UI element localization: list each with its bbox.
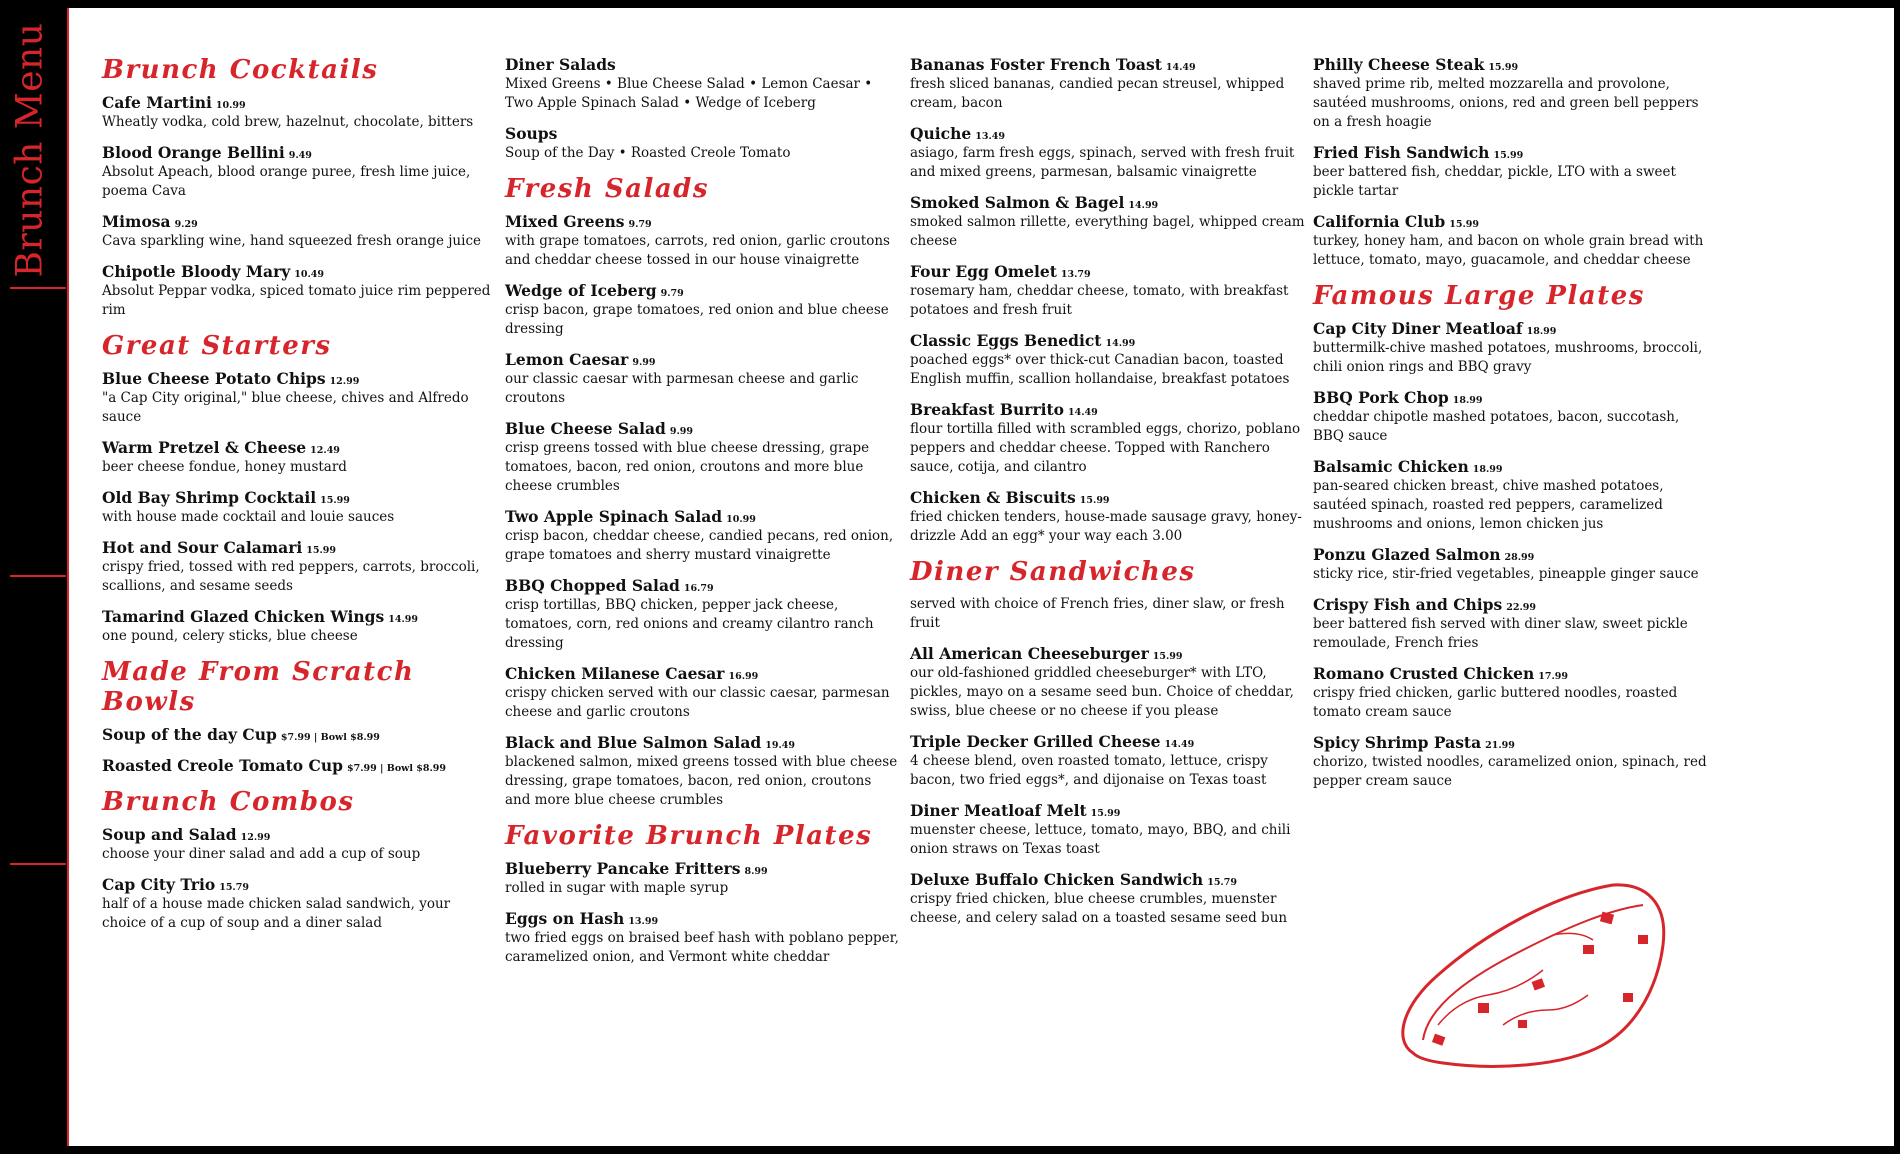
- menu-item-spicy-shrimp-pasta: [1313, 733, 1708, 791]
- menu-item-soup-and-salad: [102, 825, 497, 864]
- sidebar: [0, 0, 66, 1154]
- item-price: $7.99 | Bowl $8.99: [280, 732, 380, 743]
- menu-item-heading: [102, 825, 497, 845]
- item-name: Chicken & Biscuits: [910, 488, 1076, 507]
- menu-item-wedge-of-iceberg: [505, 281, 900, 339]
- item-name: Mixed Greens: [505, 212, 625, 231]
- menu-item-heading: [102, 725, 497, 745]
- menu-item-heading: [505, 909, 900, 929]
- menu-item-smoked-salmon-and-bagel: [910, 193, 1305, 251]
- item-price: 13.99: [628, 916, 659, 927]
- menu-item-heading: [102, 438, 497, 458]
- item-description: crisp tortillas, BBQ chicken, pepper jack cheese, tomatoes, corn, red onions and creamy cilantro ranch dressing: [505, 597, 874, 651]
- section-heading-fresh-salads: Fresh Salads: [505, 174, 709, 204]
- menu-item-heading: [102, 93, 497, 113]
- item-description: beer battered fish served with diner slaw, sweet pickle remoulade, French fries: [1313, 616, 1688, 651]
- menu-item-heading: [102, 875, 497, 895]
- section-heading-brunch-combos: Brunch Combos: [102, 787, 355, 817]
- item-name: Quiche: [910, 124, 972, 143]
- item-description: with grape tomatoes, carrots, red onion, garlic croutons and cheddar cheese tossed in our house vinaigrette: [505, 233, 890, 268]
- item-description: flour tortilla filled with scrambled eggs, chorizo, poblano peppers and cheddar cheese. Topped with Ranchero sauce, cotija, and cilantro: [910, 421, 1301, 475]
- item-description: beer battered fish, cheddar, pickle, LTO with a sweet pickle tartar: [1313, 164, 1676, 199]
- item-description: poached eggs* over thick-cut Canadian bacon, toasted English muffin, scallion hollandaise, breakfast potatoes: [910, 352, 1290, 387]
- item-description: Absolut Apeach, blood orange puree, fresh lime juice, poema Cava: [102, 164, 471, 199]
- menu-item-chicken-and-biscuits: [910, 488, 1305, 546]
- item-name: Chipotle Bloody Mary: [102, 262, 291, 281]
- item-price: 14.49: [1164, 739, 1195, 750]
- menu-item-heading: [102, 607, 497, 627]
- menu-item-diner-salads: [505, 55, 900, 113]
- menu-item-heading: [505, 859, 900, 879]
- menu-item-heading: [102, 212, 497, 232]
- item-price: 28.99: [1504, 552, 1535, 563]
- menu-item-heading: [505, 55, 900, 75]
- menu-item-bbq-pork-chop: [1313, 388, 1708, 446]
- item-description: 4 cheese blend, oven roasted tomato, lettuce, crispy bacon, two fried eggs*, and dijonaise on Texas toast: [910, 753, 1268, 788]
- menu-item-all-american-cheeseburger: [910, 644, 1305, 721]
- item-name: Blue Cheese Salad: [505, 419, 666, 438]
- item-price: 14.99: [388, 614, 418, 625]
- item-description: turkey, honey ham, and bacon on whole grain bread with lettuce, tomato, mayo, guacamole, and cheddar cheese: [1313, 233, 1704, 268]
- menu-item-california-club: [1313, 212, 1708, 270]
- item-description: Cava sparkling wine, hand squeezed fresh orange juice: [102, 233, 481, 249]
- item-name: Breakfast Burrito: [910, 400, 1064, 419]
- item-price: 15.99: [1493, 150, 1524, 161]
- item-description: muenster cheese, lettuce, tomato, mayo, BBQ, and chili onion straws on Texas toast: [910, 822, 1291, 857]
- menu-item-bananas-foster-french-toast: [910, 55, 1305, 113]
- item-description: sticky rice, stir-fried vegetables, pineapple ginger sauce: [1313, 566, 1699, 582]
- menu-item-tamarind-glazed-chicken-wings: [102, 607, 497, 646]
- menu-item-heading: [910, 870, 1305, 890]
- sidebar-divider: [10, 863, 66, 865]
- item-price: 12.99: [240, 832, 271, 843]
- menu-item-heading: [102, 538, 497, 558]
- item-name: Bananas Foster French Toast: [910, 55, 1162, 74]
- item-name: Cap City Diner Meatloaf: [1313, 319, 1523, 338]
- item-name: Crispy Fish and Chips: [1313, 595, 1503, 614]
- menu-column-1: [102, 55, 497, 944]
- item-name: Soup and Salad: [102, 825, 237, 844]
- item-price: 17.99: [1538, 671, 1568, 682]
- item-price: 15.99: [1090, 808, 1121, 819]
- item-price: 15.99: [320, 495, 350, 506]
- item-description: Mixed Greens • Blue Cheese Salad • Lemon Caesar • Two Apple Spinach Salad • Wedge of Iceberg: [505, 76, 873, 111]
- menu-item-diner-meatloaf-melt: [910, 801, 1305, 859]
- menu-item-heading: [505, 350, 900, 370]
- item-price: 15.99: [1152, 651, 1183, 662]
- menu-item-heading: [1313, 212, 1708, 232]
- item-description: asiago, farm fresh eggs, spinach, served with fresh fruit and mixed greens, parmesan, balsamic vinaigrette: [910, 145, 1295, 180]
- item-description: fresh sliced bananas, candied pecan streusel, whipped cream, bacon: [910, 76, 1285, 111]
- item-description: pan-seared chicken breast, chive mashed potatoes, sautéed spinach, roasted red peppers, caramelized mushrooms and onions, lemon chicken jus: [1313, 478, 1664, 532]
- menu-item-heading: [910, 732, 1305, 752]
- item-name: California Club: [1313, 212, 1446, 231]
- item-price: 9.29: [174, 219, 198, 230]
- menu-item-chipotle-bloody-mary: [102, 262, 497, 320]
- item-name: Triple Decker Grilled Cheese: [910, 732, 1161, 751]
- menu-item-cap-city-trio: [102, 875, 497, 933]
- menu-item-heading: [505, 419, 900, 439]
- menu-item-black-and-blue-salmon-salad: [505, 733, 900, 810]
- item-price: 18.99: [1472, 464, 1503, 475]
- item-price: 13.79: [1060, 269, 1091, 280]
- menu-item-heading: [1313, 664, 1708, 684]
- item-name: Smoked Salmon & Bagel: [910, 193, 1125, 212]
- menu-item-heading: [910, 801, 1305, 821]
- item-description: smoked salmon rillette, everything bagel, whipped cream cheese: [910, 214, 1305, 249]
- menu-item-heading: [1313, 388, 1708, 408]
- menu-item-heading: [505, 212, 900, 232]
- menu-item-two-apple-spinach-salad: [505, 507, 900, 565]
- menu-item-heading: [102, 262, 497, 282]
- item-price: 15.99: [1449, 219, 1480, 230]
- item-price: 22.99: [1506, 602, 1536, 613]
- menu-item-old-bay-shrimp-cocktail: [102, 488, 497, 527]
- menu-item-heading: [505, 664, 900, 684]
- section-heading-made-from-scratch-bowls: Made From Scratch Bowls: [102, 657, 415, 717]
- menu-item-heading: [102, 488, 497, 508]
- section-heading-diner-sandwiches: Diner Sandwiches: [910, 557, 1196, 587]
- item-name: BBQ Pork Chop: [1313, 388, 1449, 407]
- item-description: Soup of the Day • Roasted Creole Tomato: [505, 145, 791, 161]
- item-name: Warm Pretzel & Cheese: [102, 438, 307, 457]
- menu-item-heading: [910, 55, 1305, 75]
- menu-item-romano-crusted-chicken: [1313, 664, 1708, 722]
- item-name: Philly Cheese Steak: [1313, 55, 1485, 74]
- item-price: 15.99: [306, 545, 337, 556]
- item-description: "a Cap City original," blue cheese, chives and Alfredo sauce: [102, 390, 469, 425]
- sidebar-title: Brunch Menu: [9, 22, 51, 278]
- item-name: Blue Cheese Potato Chips: [102, 369, 326, 388]
- sidebar-divider: [10, 287, 66, 289]
- item-description: crispy chicken served with our classic caesar, parmesan cheese and garlic croutons: [505, 685, 890, 720]
- item-price: 15.99: [1488, 62, 1519, 73]
- menu-item-blue-cheese-salad: [505, 419, 900, 496]
- menu-item-heading: [1313, 595, 1708, 615]
- item-name: Mimosa: [102, 212, 171, 231]
- item-price: 18.99: [1526, 326, 1557, 337]
- menu-item-mimosa: [102, 212, 497, 251]
- menu-item-heading: [505, 281, 900, 301]
- item-description: half of a house made chicken salad sandwich, your choice of a cup of soup and a diner salad: [102, 896, 451, 931]
- item-name: Deluxe Buffalo Chicken Sandwich: [910, 870, 1204, 889]
- item-price: 12.49: [310, 445, 340, 456]
- item-description: crisp bacon, cheddar cheese, candied pecans, red onion, grape tomatoes and sherry mustard vinaigrette: [505, 528, 894, 563]
- section-heading-famous-large-plates: Famous Large Plates: [1313, 281, 1645, 311]
- menu-item-blue-cheese-potato-chips: [102, 369, 497, 427]
- menu-item-heading: [102, 143, 497, 163]
- item-name: Classic Eggs Benedict: [910, 331, 1102, 350]
- item-name: Chicken Milanese Caesar: [505, 664, 725, 683]
- item-description: beer cheese fondue, honey mustard: [102, 459, 347, 475]
- menu-item-blueberry-pancake-fritters: [505, 859, 900, 898]
- item-name: Cap City Trio: [102, 875, 216, 894]
- section-heading-brunch-cocktails: Brunch Cocktails: [102, 55, 379, 85]
- menu-item-note: [910, 595, 1305, 633]
- item-price: 15.79: [219, 882, 249, 893]
- item-description: buttermilk-chive mashed potatoes, mushrooms, broccoli, chili onion rings and BBQ gravy: [1313, 340, 1703, 375]
- item-price: 14.99: [1105, 338, 1136, 349]
- item-name: Two Apple Spinach Salad: [505, 507, 723, 526]
- menu-item-philly-cheese-steak: [1313, 55, 1708, 132]
- sidebar-divider: [10, 575, 66, 577]
- menu-item-heading: [1313, 319, 1708, 339]
- item-price: 19.49: [765, 740, 795, 751]
- menu-column-3: [910, 55, 1305, 939]
- menu-item-crispy-fish-and-chips: [1313, 595, 1708, 653]
- item-name: Roasted Creole Tomato Cup: [102, 756, 343, 775]
- menu-item-blood-orange-bellini: [102, 143, 497, 201]
- item-name: Ponzu Glazed Salmon: [1313, 545, 1501, 564]
- item-price: 13.49: [975, 131, 1005, 142]
- menu-item-heading: [1313, 733, 1708, 753]
- menu-item-heading: [910, 644, 1305, 664]
- item-description: with house made cocktail and louie sauces: [102, 509, 395, 525]
- menu-item-heading: [102, 756, 497, 776]
- item-name: Eggs on Hash: [505, 909, 625, 928]
- item-name: Fried Fish Sandwich: [1313, 143, 1490, 162]
- item-price: 15.79: [1207, 877, 1237, 888]
- item-name: Spicy Shrimp Pasta: [1313, 733, 1482, 752]
- item-price: 21.99: [1485, 740, 1515, 751]
- menu-item-heading: [505, 507, 900, 527]
- menu-item-balsamic-chicken: [1313, 457, 1708, 534]
- item-price: 12.99: [329, 376, 360, 387]
- item-description: crisp greens tossed with blue cheese dressing, grape tomatoes, bacon, red onion, croutons and more blue cheese crumbles: [505, 440, 870, 494]
- menu-item-heading: [910, 400, 1305, 420]
- item-name: Balsamic Chicken: [1313, 457, 1469, 476]
- pizza-slice-icon: [1383, 875, 1673, 1075]
- menu-item-heading: [910, 124, 1305, 144]
- menu-item-heading: [910, 488, 1305, 508]
- menu-item-cap-city-diner-meatloaf: [1313, 319, 1708, 377]
- section-heading-great-starters: Great Starters: [102, 331, 332, 361]
- menu-item-quiche: [910, 124, 1305, 182]
- menu-item-heading: [910, 193, 1305, 213]
- menu-item-heading: [1313, 55, 1708, 75]
- item-price: 10.99: [215, 100, 246, 111]
- item-description: our classic caesar with parmesan cheese and garlic croutons: [505, 371, 859, 406]
- menu-item-heading: [102, 369, 497, 389]
- menu-item-roasted-creole-tomato-cup: [102, 756, 497, 776]
- item-name: Cafe Martini: [102, 93, 212, 112]
- item-description: rosemary ham, cheddar cheese, tomato, with breakfast potatoes and fresh fruit: [910, 283, 1289, 318]
- item-name: Hot and Sour Calamari: [102, 538, 303, 557]
- item-description: Absolut Peppar vodka, spiced tomato juice rim peppered rim: [102, 283, 491, 318]
- item-name: Diner Salads: [505, 55, 616, 74]
- menu-item-fried-fish-sandwich: [1313, 143, 1708, 201]
- item-description: our old-fashioned griddled cheeseburger* with LTO, pickles, mayo on a sesame seed bun. Choice of cheddar, swiss, blue cheese or no cheese if you please: [910, 665, 1294, 719]
- item-description: crisp bacon, grape tomatoes, red onion and blue cheese dressing: [505, 302, 889, 337]
- menu-item-heading: [1313, 545, 1708, 565]
- item-name: All American Cheeseburger: [910, 644, 1149, 663]
- item-description: fried chicken tenders, house-made sausage gravy, honey-drizzle Add an egg* your way each 3.00: [910, 509, 1302, 544]
- item-name: Four Egg Omelet: [910, 262, 1057, 281]
- item-description: shaved prime rib, melted mozzarella and provolone, sautéed mushrooms, onions, red and green bell peppers on a fresh hoagie: [1313, 76, 1699, 130]
- menu-item-warm-pretzel-and-cheese: [102, 438, 497, 477]
- menu-item-soup-of-the-day-cup: [102, 725, 497, 745]
- item-price: 8.99: [744, 866, 768, 877]
- menu-item-mixed-greens: [505, 212, 900, 270]
- item-description: rolled in sugar with maple syrup: [505, 880, 729, 896]
- item-description: cheddar chipotle mashed potatoes, bacon, succotash, BBQ sauce: [1313, 409, 1680, 444]
- item-description: blackened salmon, mixed greens tossed with blue cheese dressing, grape tomatoes, bacon, red onion, croutons and more blue cheese crumbles: [505, 754, 898, 808]
- item-price: 9.49: [288, 150, 312, 161]
- menu-item-deluxe-buffalo-chicken-sandwich: [910, 870, 1305, 928]
- item-description: served with choice of French fries, diner slaw, or fresh fruit: [910, 596, 1285, 631]
- item-price: 9.99: [669, 426, 693, 437]
- menu-item-heading: [505, 124, 900, 144]
- item-name: Blueberry Pancake Fritters: [505, 859, 741, 878]
- item-name: Diner Meatloaf Melt: [910, 801, 1087, 820]
- item-name: Soups: [505, 124, 558, 143]
- item-price: 14.99: [1128, 200, 1159, 211]
- item-price: 16.99: [728, 671, 759, 682]
- item-description: crispy fried chicken, garlic buttered noodles, roasted tomato cream sauce: [1313, 685, 1678, 720]
- menu-item-chicken-milanese-caesar: [505, 664, 900, 722]
- menu-item-lemon-caesar: [505, 350, 900, 408]
- item-name: Wedge of Iceberg: [505, 281, 657, 300]
- menu-item-classic-eggs-benedict: [910, 331, 1305, 389]
- item-price: 10.99: [726, 514, 756, 525]
- menu-item-heading: [1313, 143, 1708, 163]
- item-description: two fried eggs on braised beef hash with poblano pepper, caramelized onion, and Vermont white cheddar: [505, 930, 899, 965]
- menu-item-bbq-chopped-salad: [505, 576, 900, 653]
- menu-item-heading: [910, 331, 1305, 351]
- menu-item-cafe-martini: [102, 93, 497, 132]
- item-description: one pound, celery sticks, blue cheese: [102, 628, 358, 644]
- item-name: Black and Blue Salmon Salad: [505, 733, 762, 752]
- item-price: 18.99: [1452, 395, 1483, 406]
- item-price: 14.49: [1165, 62, 1196, 73]
- menu-column-4: [1313, 55, 1708, 802]
- item-name: Romano Crusted Chicken: [1313, 664, 1535, 683]
- menu-item-hot-and-sour-calamari: [102, 538, 497, 596]
- item-price: 14.49: [1068, 407, 1098, 418]
- menu-item-heading: [1313, 457, 1708, 477]
- item-name: BBQ Chopped Salad: [505, 576, 680, 595]
- menu-item-ponzu-glazed-salmon: [1313, 545, 1708, 584]
- section-heading-favorite-brunch-plates: Favorite Brunch Plates: [505, 821, 873, 851]
- menu-item-heading: [910, 262, 1305, 282]
- item-description: Wheatly vodka, cold brew, hazelnut, chocolate, bitters: [102, 114, 474, 130]
- item-name: Blood Orange Bellini: [102, 143, 285, 162]
- menu-item-heading: [505, 733, 900, 753]
- item-price: 10.49: [294, 269, 325, 280]
- item-description: crispy fried chicken, blue cheese crumbles, muenster cheese, and celery salad on a toasted sesame seed bun: [910, 891, 1288, 926]
- item-description: chorizo, twisted noodles, caramelized onion, spinach, red pepper cream sauce: [1313, 754, 1707, 789]
- item-price: 16.79: [683, 583, 714, 594]
- menu-column-2: [505, 55, 900, 978]
- menu-item-soups: [505, 124, 900, 163]
- item-price: $7.99 | Bowl $8.99: [346, 763, 447, 774]
- item-name: Soup of the day Cup: [102, 725, 277, 744]
- item-description: choose your diner salad and add a cup of soup: [102, 846, 421, 862]
- menu-item-triple-decker-grilled-cheese: [910, 732, 1305, 790]
- item-price: 9.79: [660, 288, 684, 299]
- item-price: 9.99: [632, 357, 656, 368]
- item-price: 9.79: [628, 219, 652, 230]
- item-name: Old Bay Shrimp Cocktail: [102, 488, 317, 507]
- menu-item-eggs-on-hash: [505, 909, 900, 967]
- menu-item-heading: [505, 576, 900, 596]
- item-price: 15.99: [1079, 495, 1110, 506]
- item-name: Lemon Caesar: [505, 350, 629, 369]
- item-description: crispy fried, tossed with red peppers, carrots, broccoli, scallions, and sesame seeds: [102, 559, 480, 594]
- item-name: Tamarind Glazed Chicken Wings: [102, 607, 385, 626]
- menu-item-breakfast-burrito: [910, 400, 1305, 477]
- menu-item-four-egg-omelet: [910, 262, 1305, 320]
